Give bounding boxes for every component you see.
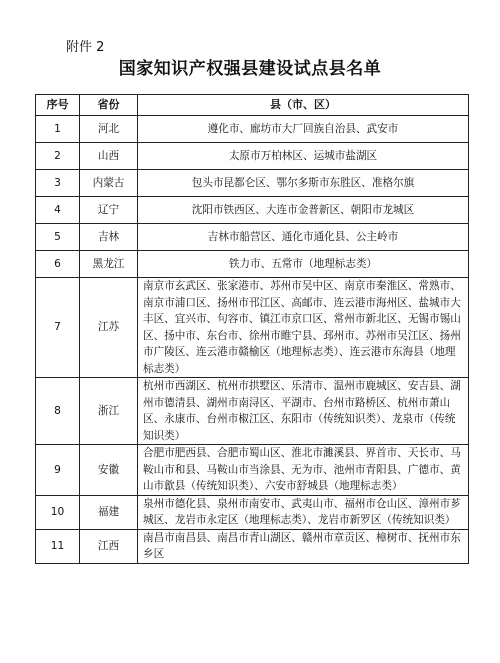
row-areas: 南京市玄武区、张家港市、苏州市吴中区、南京市秦淮区、常熟市、南京市浦口区、扬州市邗江区、高邮市、连云港市海州区、盐城市大丰区、宜兴市、句容市、镇江市京口区、常州市新北区、无锡市锡山区、扬中市、东台市、徐州市睢宁县、邳州市、苏州市吴江区、扬州市广陵区、连云港市赣榆区（地理标志类）、连云港市东海县（地理标志类） xyxy=(138,278,469,378)
row-areas: 杭州市西湖区、杭州市拱墅区、乐清市、温州市鹿城区、安吉县、湖州市德清县、湖州市南浔区、平湖市、台州市路桥区、杭州市萧山区、永康市、台州市椒江区、东阳市（传统知识类）、龙泉市（传统知识类） xyxy=(138,378,469,445)
table-row xyxy=(36,251,469,278)
table-row xyxy=(36,529,469,563)
row-areas: 泉州市德化县、泉州市南安市、武夷山市、福州市仓山区、漳州市芗城区、龙岩市永定区（地理标志类）、龙岩市新罗区（传统知识类） xyxy=(138,495,469,529)
row-areas: 沈阳市铁西区、大连市金普新区、朝阳市龙城区 xyxy=(138,197,469,224)
row-province: 辽宁 xyxy=(80,197,138,224)
row-number: 3 xyxy=(36,170,80,197)
row-number: 11 xyxy=(36,529,80,563)
table-row xyxy=(36,116,469,143)
table-row xyxy=(36,445,469,496)
pilot-county-table xyxy=(35,94,469,564)
table-row xyxy=(36,378,469,445)
document-title: 国家知识产权强县建设试点县名单 xyxy=(118,59,382,79)
table-row xyxy=(36,197,469,224)
row-areas: 合肥市肥西县、合肥市蜀山区、淮北市濉溪县、界首市、天长市、马鞍山市和县、马鞍山市当涂县、无为市、池州市青阳县、广德市、黄山市歙县（传统知识类）、六安市舒城县（地理标志类） xyxy=(138,445,469,496)
row-number: 5 xyxy=(36,224,80,251)
row-province: 福建 xyxy=(80,495,138,529)
row-areas: 包头市昆都仑区、鄂尔多斯市东胜区、准格尔旗 xyxy=(138,170,469,197)
row-number: 2 xyxy=(36,143,80,170)
row-areas: 吉林市船营区、通化市通化县、公主岭市 xyxy=(138,224,469,251)
row-province: 山西 xyxy=(80,143,138,170)
row-number: 10 xyxy=(36,495,80,529)
row-areas: 铁力市、五常市（地理标志类） xyxy=(138,251,469,278)
header-province: 省份 xyxy=(80,95,138,116)
table-row xyxy=(36,278,469,378)
row-province: 内蒙古 xyxy=(80,170,138,197)
table-row xyxy=(36,143,469,170)
header-areas: 县（市、区） xyxy=(138,95,469,116)
row-number: 1 xyxy=(36,116,80,143)
table-row xyxy=(36,224,469,251)
table-header-row xyxy=(36,95,469,116)
row-province: 吉林 xyxy=(80,224,138,251)
row-areas: 遵化市、廊坊市大厂回族自治县、武安市 xyxy=(138,116,469,143)
table-row xyxy=(36,495,469,529)
row-number: 6 xyxy=(36,251,80,278)
row-areas: 南昌市南昌县、南昌市青山湖区、赣州市章贡区、樟树市、抚州市东乡区 xyxy=(138,529,469,563)
row-province: 浙江 xyxy=(80,378,138,445)
attachment-label: 附件 2 xyxy=(66,40,105,55)
row-number: 7 xyxy=(36,278,80,378)
row-number: 9 xyxy=(36,445,80,496)
row-number: 4 xyxy=(36,197,80,224)
row-province: 江苏 xyxy=(80,278,138,378)
row-areas: 太原市万柏林区、运城市盐湖区 xyxy=(138,143,469,170)
row-province: 江西 xyxy=(80,529,138,563)
row-province: 黑龙江 xyxy=(80,251,138,278)
header-number: 序号 xyxy=(36,95,80,116)
table-row xyxy=(36,170,469,197)
row-number: 8 xyxy=(36,378,80,445)
row-province: 河北 xyxy=(80,116,138,143)
row-province: 安徽 xyxy=(80,445,138,496)
